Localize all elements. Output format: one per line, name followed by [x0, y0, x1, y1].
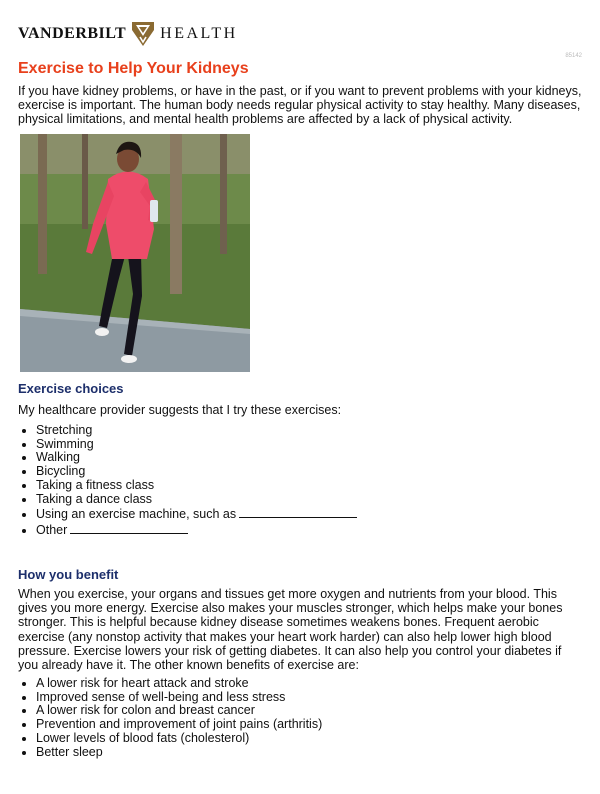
list-item: • Better sleep [36, 746, 322, 760]
logo-wordmark-left: VANDERBILT [18, 25, 127, 42]
fill-in-blank[interactable] [239, 506, 357, 518]
exercise-choices-lead: My healthcare provider suggests that I try these exercises: [18, 403, 342, 417]
woman-walking-photo [20, 134, 250, 372]
page-title: Exercise to Help Your Kidneys [18, 60, 249, 77]
benefits-list [18, 677, 322, 759]
logo-wordmark-right: HEALTH [160, 25, 238, 42]
logo-emblem-icon [131, 21, 155, 47]
list-item-label: Using an exercise machine, such as [36, 507, 237, 522]
benefit-paragraph: When you exercise, your organs and tissues get more oxygen and nutrients from your blood. This gives you more energy. Exercise also makes your muscles stronger, which helps make your bones stronger. This is helpful because kidney disease sometimes weakens bones. Frequent aerobic exercise (any nonstop activity that makes your heart work harder) can also help lower high blood pressure. Exercise lowers your risk of getting diabetes. It can also help you control your diabetes if you already have it. The other known benefits of exercise are: [18, 587, 563, 673]
list-item: • Walking [36, 451, 357, 465]
document-number: 85142 [565, 53, 582, 59]
list-item: • Lower levels of blood fats (cholesterol) [36, 732, 322, 746]
list-item: • Bicycling [36, 465, 357, 479]
list-item: • A lower risk for heart attack and stroke [36, 677, 322, 691]
list-item-label: Other [36, 522, 68, 537]
list-item: • A lower risk for colon and breast cancer [36, 704, 322, 718]
list-item: • Stretching [36, 424, 357, 438]
fill-in-blank[interactable] [70, 522, 188, 534]
list-item-machine [36, 506, 357, 522]
how-you-benefit-heading: How you benefit [18, 567, 119, 582]
list-item: • Improved sense of well-being and less stress [36, 691, 322, 705]
list-item: • Taking a dance class [36, 493, 357, 507]
list-item: • Prevention and improvement of joint pains (arthritis) [36, 718, 322, 732]
exercise-choices-list [18, 424, 357, 538]
list-item: • Taking a fitness class [36, 479, 357, 493]
list-item-other [36, 522, 357, 538]
vanderbilt-health-logo [18, 20, 238, 48]
exercise-choices-heading: Exercise choices [18, 381, 124, 396]
list-item: • Swimming [36, 438, 357, 452]
intro-paragraph: If you have kidney problems, or have in the past, or if you want to prevent problems with your kidneys, exercise is important. The human body needs regular physical activity to stay healthy. Many diseases, physical limitations, and mental health problems are affected by a lack of physical activity. [18, 84, 582, 127]
